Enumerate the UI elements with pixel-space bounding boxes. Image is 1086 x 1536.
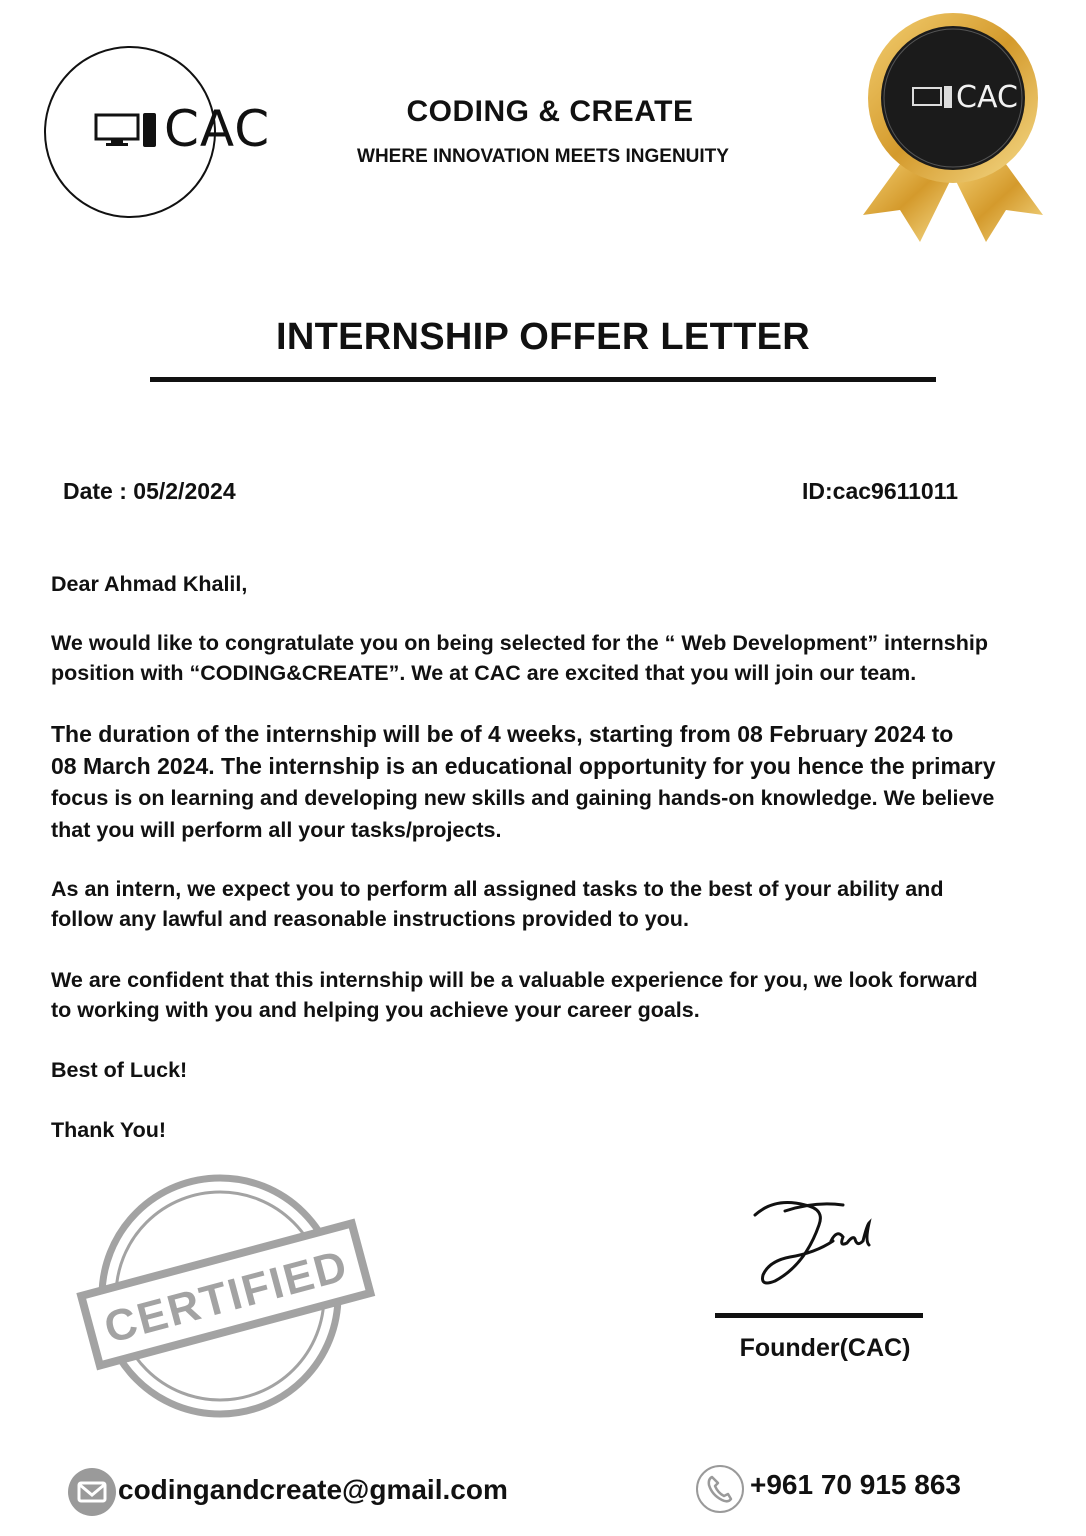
signer-role: Founder(CAC) [739, 1334, 911, 1362]
contact-email[interactable]: codingandcreate@gmail.com [118, 1474, 508, 1505]
logo-text: CAC [164, 100, 271, 158]
letter-title: INTERNSHIP OFFER LETTER [275, 316, 810, 358]
salutation: Dear Ahmad Khalil, [51, 572, 248, 596]
text-line: The duration of the internship will be of 4 weeks, starting from 08 February 2024 to [51, 721, 954, 747]
contact-phone[interactable]: +961 70 915 863 [750, 1469, 961, 1500]
phone-icon [696, 1465, 744, 1513]
computer-icon [94, 112, 160, 148]
stamp-text: CERTIFIED [99, 1240, 354, 1353]
signature-line [715, 1313, 923, 1318]
text-line: We would like to congratulate you on being selected for the “ Web Development” internship [51, 631, 988, 655]
company-tagline: WHERE INNOVATION MEETS INGENUITY [357, 146, 729, 167]
award-seal-icon [858, 10, 1048, 250]
seal-text: CAC [956, 80, 1018, 115]
text-line: to working with you and helping you achieve your career goals. [51, 998, 700, 1022]
paragraph-confidence [51, 965, 1081, 1025]
paragraph-congratulation [51, 628, 1081, 688]
closing-thank-you: Thank You! [51, 1118, 167, 1142]
paragraph-duration [51, 718, 1081, 846]
text-line: We are confident that this internship will be a valuable experience for you, we look forward [51, 968, 978, 992]
text-line: As an intern, we expect you to perform all assigned tasks to the best of your ability and [51, 877, 944, 901]
certified-stamp [70, 1170, 380, 1420]
letter-id: ID:cac9611011 [802, 478, 959, 504]
company-name: CODING & CREATE [406, 95, 694, 128]
text-line: position with “CODING&CREATE”. We at CAC are excited that you will join our team. [51, 661, 917, 685]
paragraph-expectations [51, 874, 1081, 934]
email-icon [68, 1468, 116, 1516]
text-line: focus is on learning and developing new skills and gaining hands-on knowledge. We believe [51, 786, 995, 810]
text-line: follow any lawful and reasonable instructions provided to you. [51, 907, 689, 931]
text-line: that you will perform all your tasks/projects. [51, 818, 502, 842]
signature [745, 1195, 875, 1290]
title-divider [150, 377, 936, 382]
text-line: 08 March 2024. The internship is an educational opportunity for you hence the primary [51, 753, 996, 779]
letter-date: Date : 05/2/2024 [63, 478, 236, 504]
closing-best-of-luck: Best of Luck! [51, 1058, 188, 1082]
